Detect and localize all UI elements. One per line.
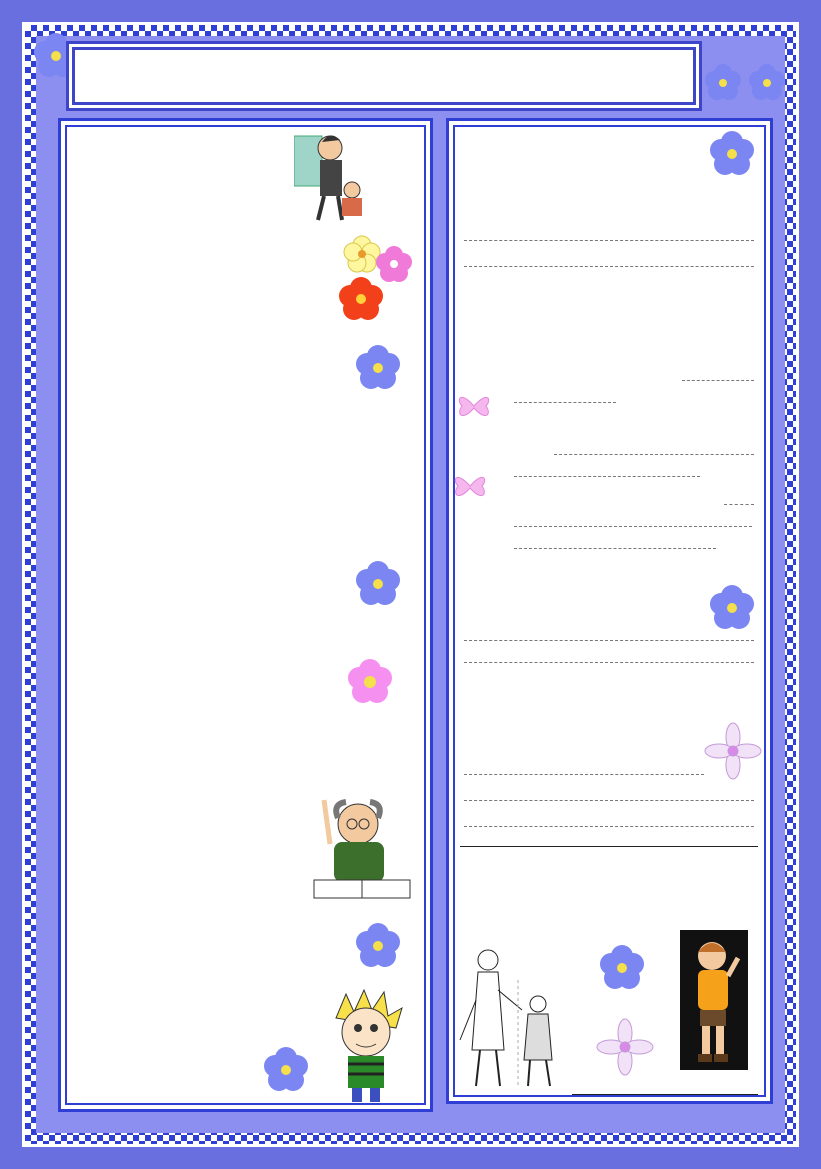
answer-line[interactable]	[514, 476, 700, 477]
flower-icon	[704, 126, 760, 182]
butterfly-row	[484, 126, 694, 160]
flower-icon	[350, 556, 406, 612]
answer-line[interactable]	[464, 240, 754, 241]
answer-line[interactable]	[464, 266, 754, 267]
flower-icon	[594, 940, 650, 996]
answer-line[interactable]	[464, 800, 754, 801]
butterfly-row	[456, 284, 756, 310]
pink-flower-icon	[342, 654, 398, 710]
divider	[460, 846, 758, 847]
professor-clipart	[312, 784, 412, 902]
lilac-flower-icon	[704, 722, 762, 780]
calvin-clipart	[326, 988, 406, 1106]
lilac-flower-icon	[596, 1018, 654, 1076]
flower-icon	[704, 580, 760, 636]
answer-line[interactable]	[724, 504, 754, 505]
flower-border-row	[452, 1104, 792, 1138]
answer-line[interactable]	[514, 402, 616, 403]
answer-line[interactable]	[464, 774, 704, 775]
flower-icon	[698, 58, 748, 108]
answer-line[interactable]	[682, 380, 754, 381]
answer-line[interactable]	[464, 826, 754, 827]
answer-line[interactable]	[514, 526, 752, 527]
answer-line[interactable]	[514, 548, 716, 549]
angry-teacher-clipart	[294, 126, 364, 222]
butterfly-icon	[456, 386, 492, 426]
hibiscus-icon	[336, 276, 386, 322]
butterfly-icon	[452, 466, 488, 506]
flower-icon	[350, 340, 406, 396]
flower-icon	[350, 918, 406, 974]
teacher-student-engraving	[458, 940, 568, 1090]
flower-icon	[742, 58, 792, 108]
divider	[572, 1094, 758, 1095]
title-banner	[72, 47, 696, 105]
butterfly-row	[456, 670, 756, 696]
answer-line[interactable]	[464, 640, 754, 641]
flower-icon	[258, 1042, 314, 1098]
boy-clipart	[680, 930, 748, 1070]
answer-line[interactable]	[464, 662, 754, 663]
answer-line[interactable]	[554, 454, 754, 455]
